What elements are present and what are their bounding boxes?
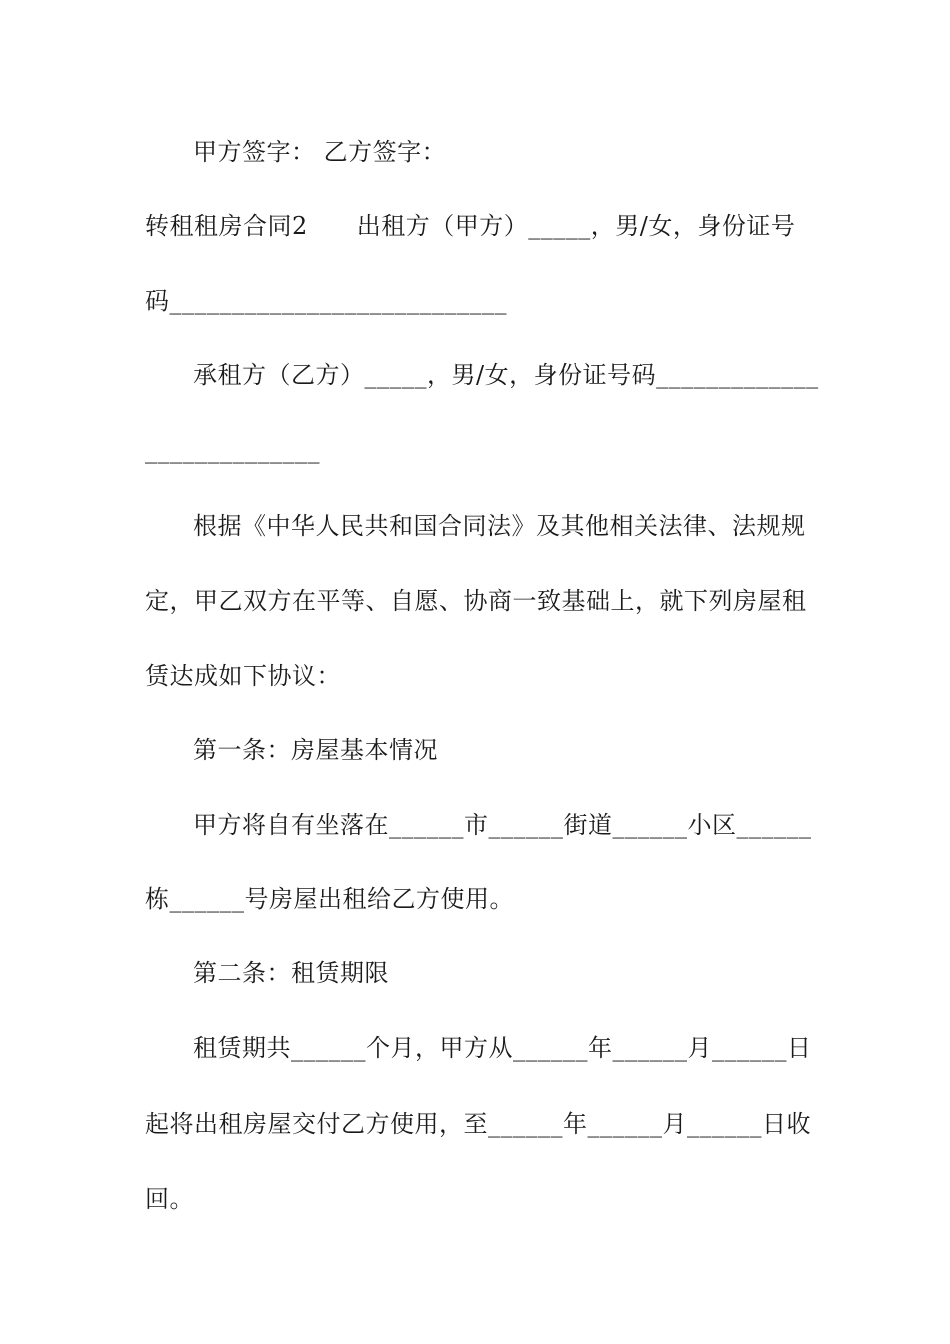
article-2-line-3: 回。 bbox=[145, 1185, 194, 1213]
article-1-heading: 第一条：房屋基本情况 bbox=[193, 736, 438, 764]
preamble-line-3: 赁达成如下协议： bbox=[145, 662, 341, 690]
preamble-line-1: 根据《中华人民共和国合同法》及其他相关法律、法规规 bbox=[193, 512, 806, 540]
article-2-line-2: 起将出租房屋交付乙方使用，至______年______月______日收 bbox=[145, 1110, 811, 1138]
article-2-line-1: 租赁期共______个月，甲方从______年______月______日 bbox=[193, 1034, 812, 1062]
contract-title-landlord-line: 转租租房合同2 出租方（甲方）_____，男/女，身份证号 bbox=[145, 212, 796, 240]
article-1-line-2: 栋______号房屋出租给乙方使用。 bbox=[145, 885, 514, 913]
tenant-id-line: ______________ bbox=[145, 436, 320, 464]
landlord-id-line: 码___________________________ bbox=[145, 287, 507, 315]
signature-line: 甲方签字： 乙方签字： bbox=[193, 138, 447, 166]
tenant-line: 承租方（乙方）_____，男/女，身份证号码_____________ bbox=[193, 361, 819, 389]
article-2-heading: 第二条：租赁期限 bbox=[193, 959, 389, 987]
preamble-line-2: 定，甲乙双方在平等、自愿、协商一致基础上，就下列房屋租 bbox=[145, 587, 807, 615]
article-1-line-1: 甲方将自有坐落在______市______街道______小区______ bbox=[193, 811, 812, 839]
